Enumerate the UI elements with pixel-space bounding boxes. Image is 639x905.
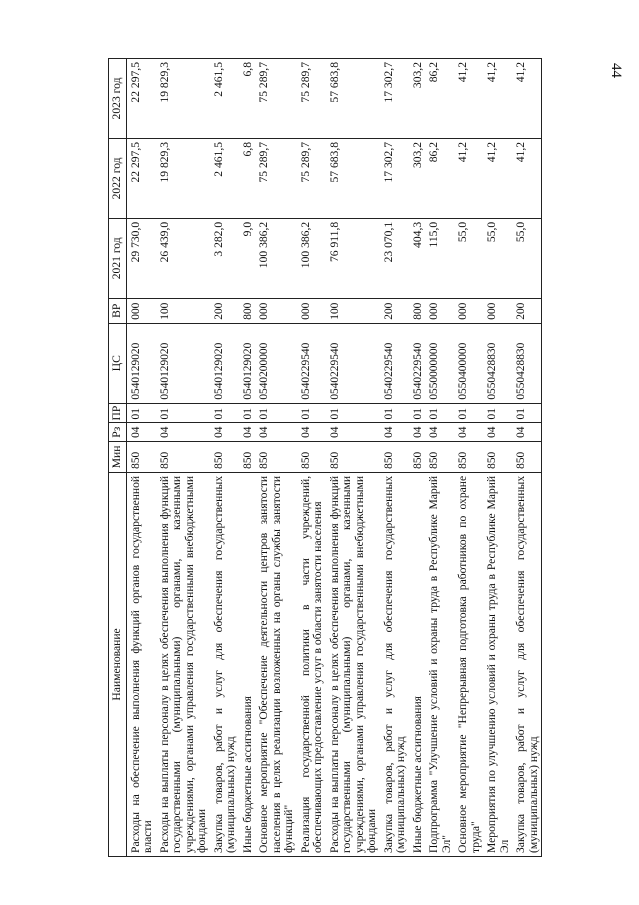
- table-row: [512, 59, 542, 857]
- row-2021-cell: 3 282,0: [210, 218, 239, 298]
- row-vr-cell: 000: [454, 298, 483, 323]
- row-2023-cell: 41,2: [483, 59, 512, 139]
- row-min-cell: 850: [380, 441, 409, 472]
- row-pr-cell: 01: [156, 403, 210, 423]
- row-2021-cell: 29 730,0: [126, 218, 156, 298]
- row-min-cell: 850: [297, 441, 326, 472]
- table-row: [409, 59, 426, 857]
- table-row: [210, 59, 239, 857]
- table-row: [239, 59, 256, 857]
- row-2022-cell: 22 297,5: [126, 138, 156, 218]
- row-2021-cell: 55,0: [512, 218, 542, 298]
- row-name-cell: Мероприятия по улучшению условий и охраны труда в Республике Марий Эл: [483, 472, 512, 856]
- row-name-cell: Иные бюджетные ассигнования: [239, 472, 256, 856]
- row-cs-cell: 0550428830: [483, 323, 512, 403]
- row-name-cell: Закупка товаров, работ и услуг для обеспечения государственных (муниципальных) нужд: [210, 472, 239, 856]
- row-2021-cell: 76 911,8: [326, 218, 380, 298]
- row-rz-cell: 04: [512, 423, 542, 441]
- row-rz-cell: 04: [297, 423, 326, 441]
- row-cs-cell: 0540229540: [409, 323, 426, 403]
- row-2023-cell: 22 297,5: [126, 59, 156, 139]
- row-2021-cell: 23 070,1: [380, 218, 409, 298]
- row-2022-cell: 17 302,7: [380, 138, 409, 218]
- row-2022-cell: 41,2: [512, 138, 542, 218]
- header-2022: 2022 год: [109, 138, 127, 218]
- row-2023-cell: 57 683,8: [326, 59, 380, 139]
- row-2023-cell: 41,2: [454, 59, 483, 139]
- row-vr-cell: 200: [512, 298, 542, 323]
- row-cs-cell: 0540129020: [210, 323, 239, 403]
- row-2021-cell: 404,3: [409, 218, 426, 298]
- row-pr-cell: 01: [454, 403, 483, 423]
- header-cs: ЦС: [109, 323, 127, 403]
- row-rz-cell: 04: [210, 423, 239, 441]
- row-rz-cell: 04: [483, 423, 512, 441]
- row-min-cell: 850: [255, 441, 297, 472]
- row-cs-cell: 0550428830: [512, 323, 542, 403]
- row-rz-cell: 04: [380, 423, 409, 441]
- row-name-cell: Расходы на обеспечение выполнения функций органов государственной власти: [126, 472, 156, 856]
- row-name-cell: Закупка товаров, работ и услуг для обеспечения государственных (муниципальных) нужд: [512, 472, 542, 856]
- row-rz-cell: 04: [454, 423, 483, 441]
- row-2022-cell: 41,2: [454, 138, 483, 218]
- row-2021-cell: 100 386,2: [255, 218, 297, 298]
- header-pr: ПР: [109, 403, 127, 423]
- row-pr-cell: 01: [326, 403, 380, 423]
- header-vr: ВР: [109, 298, 127, 323]
- row-2022-cell: 6,8: [239, 138, 256, 218]
- row-2022-cell: 41,2: [483, 138, 512, 218]
- row-name-cell: Основное мероприятие "Непрерывная подготовка работников по охране труда": [454, 472, 483, 856]
- row-pr-cell: 01: [380, 403, 409, 423]
- row-name-cell: Иные бюджетные ассигнования: [409, 472, 426, 856]
- row-min-cell: 850: [210, 441, 239, 472]
- row-vr-cell: 000: [425, 298, 454, 323]
- row-vr-cell: 100: [326, 298, 380, 323]
- table-header-row: [109, 59, 127, 857]
- row-cs-cell: 0540229540: [297, 323, 326, 403]
- row-cs-cell: 0540129020: [239, 323, 256, 403]
- row-cs-cell: 0540229540: [380, 323, 409, 403]
- row-vr-cell: 200: [210, 298, 239, 323]
- table-row: [255, 59, 297, 857]
- row-2023-cell: 303,2: [409, 59, 426, 139]
- row-name-cell: Реализация государственной политики в части учреждений, обеспечивающих предоставление услуг в области занятости населения: [297, 472, 326, 856]
- row-cs-cell: 0540129020: [126, 323, 156, 403]
- table-row: [483, 59, 512, 857]
- row-2022-cell: 75 289,7: [297, 138, 326, 218]
- row-2023-cell: 6,8: [239, 59, 256, 139]
- row-pr-cell: 01: [483, 403, 512, 423]
- row-min-cell: 850: [425, 441, 454, 472]
- row-min-cell: 850: [326, 441, 380, 472]
- row-2022-cell: 75 289,7: [255, 138, 297, 218]
- row-pr-cell: 01: [239, 403, 256, 423]
- header-2021: 2021 год: [109, 218, 127, 298]
- table-row: [380, 59, 409, 857]
- table-row: [297, 59, 326, 857]
- row-2023-cell: 2 461,5: [210, 59, 239, 139]
- row-name-cell: Расходы на выплаты персоналу в целях обеспечения выполнения функций государственными (муниципальными) органами, казенными учреждениями, органами управления государственными внебюджетными фондами: [156, 472, 210, 856]
- row-2023-cell: 75 289,7: [255, 59, 297, 139]
- header-2023: 2023 год: [109, 59, 127, 139]
- row-cs-cell: 0550400000: [454, 323, 483, 403]
- row-rz-cell: 04: [425, 423, 454, 441]
- row-pr-cell: 01: [126, 403, 156, 423]
- row-2022-cell: 303,2: [409, 138, 426, 218]
- row-2021-cell: 55,0: [483, 218, 512, 298]
- row-2021-cell: 26 439,0: [156, 218, 210, 298]
- table-row: [454, 59, 483, 857]
- row-rz-cell: 04: [409, 423, 426, 441]
- row-2023-cell: 41,2: [512, 59, 542, 139]
- row-rz-cell: 04: [255, 423, 297, 441]
- table-row: [326, 59, 380, 857]
- row-vr-cell: 000: [255, 298, 297, 323]
- row-2022-cell: 2 461,5: [210, 138, 239, 218]
- row-cs-cell: 0540200000: [255, 323, 297, 403]
- row-vr-cell: 000: [297, 298, 326, 323]
- row-pr-cell: 01: [409, 403, 426, 423]
- row-name-cell: Основное мероприятие "Обеспечение деятельности центров занятости населения в целях реализации возложенных на органы службы занятости функций": [255, 472, 297, 856]
- row-vr-cell: 800: [409, 298, 426, 323]
- row-2022-cell: 57 683,8: [326, 138, 380, 218]
- row-rz-cell: 04: [326, 423, 380, 441]
- row-pr-cell: 01: [425, 403, 454, 423]
- row-min-cell: 850: [483, 441, 512, 472]
- row-min-cell: 850: [512, 441, 542, 472]
- table-row: [156, 59, 210, 857]
- table-row: [425, 59, 454, 857]
- row-vr-cell: 200: [380, 298, 409, 323]
- row-min-cell: 850: [454, 441, 483, 472]
- table-row: [126, 59, 156, 857]
- row-vr-cell: 800: [239, 298, 256, 323]
- row-cs-cell: 0550000000: [425, 323, 454, 403]
- row-2022-cell: 86,2: [425, 138, 454, 218]
- row-2021-cell: 9,0: [239, 218, 256, 298]
- table-body: [126, 59, 542, 857]
- row-name-cell: Расходы на выплаты персоналу в целях обеспечения выполнения функций государственными (муниципальными) органами, казенными учреждениями, органами управления государственными внебюджетными фондами: [326, 472, 380, 856]
- budget-table: [108, 58, 542, 857]
- row-rz-cell: 04: [239, 423, 256, 441]
- row-cs-cell: 0540229540: [326, 323, 380, 403]
- row-vr-cell: 000: [126, 298, 156, 323]
- row-2023-cell: 86,2: [425, 59, 454, 139]
- row-2021-cell: 55,0: [454, 218, 483, 298]
- row-cs-cell: 0540129020: [156, 323, 210, 403]
- row-2021-cell: 100 386,2: [297, 218, 326, 298]
- row-rz-cell: 04: [156, 423, 210, 441]
- row-2021-cell: 115,0: [425, 218, 454, 298]
- row-pr-cell: 01: [210, 403, 239, 423]
- row-pr-cell: 01: [255, 403, 297, 423]
- row-2022-cell: 19 829,3: [156, 138, 210, 218]
- row-min-cell: 850: [156, 441, 210, 472]
- page-number: 44: [608, 63, 624, 78]
- row-min-cell: 850: [126, 441, 156, 472]
- row-vr-cell: 100: [156, 298, 210, 323]
- row-2023-cell: 75 289,7: [297, 59, 326, 139]
- row-2023-cell: 17 302,7: [380, 59, 409, 139]
- row-name-cell: Закупка товаров, работ и услуг для обеспечения государственных (муниципальных) нужд: [380, 472, 409, 856]
- row-pr-cell: 01: [512, 403, 542, 423]
- row-min-cell: 850: [239, 441, 256, 472]
- row-min-cell: 850: [409, 441, 426, 472]
- row-vr-cell: 000: [483, 298, 512, 323]
- header-name: Наименование: [109, 472, 127, 856]
- row-name-cell: Подпрограмма "Улучшение условий и охраны труда в Республике Марий Эл": [425, 472, 454, 856]
- header-rz: Рз: [109, 423, 127, 441]
- row-2023-cell: 19 829,3: [156, 59, 210, 139]
- row-pr-cell: 01: [297, 403, 326, 423]
- header-min: Мин: [109, 441, 127, 472]
- row-rz-cell: 04: [126, 423, 156, 441]
